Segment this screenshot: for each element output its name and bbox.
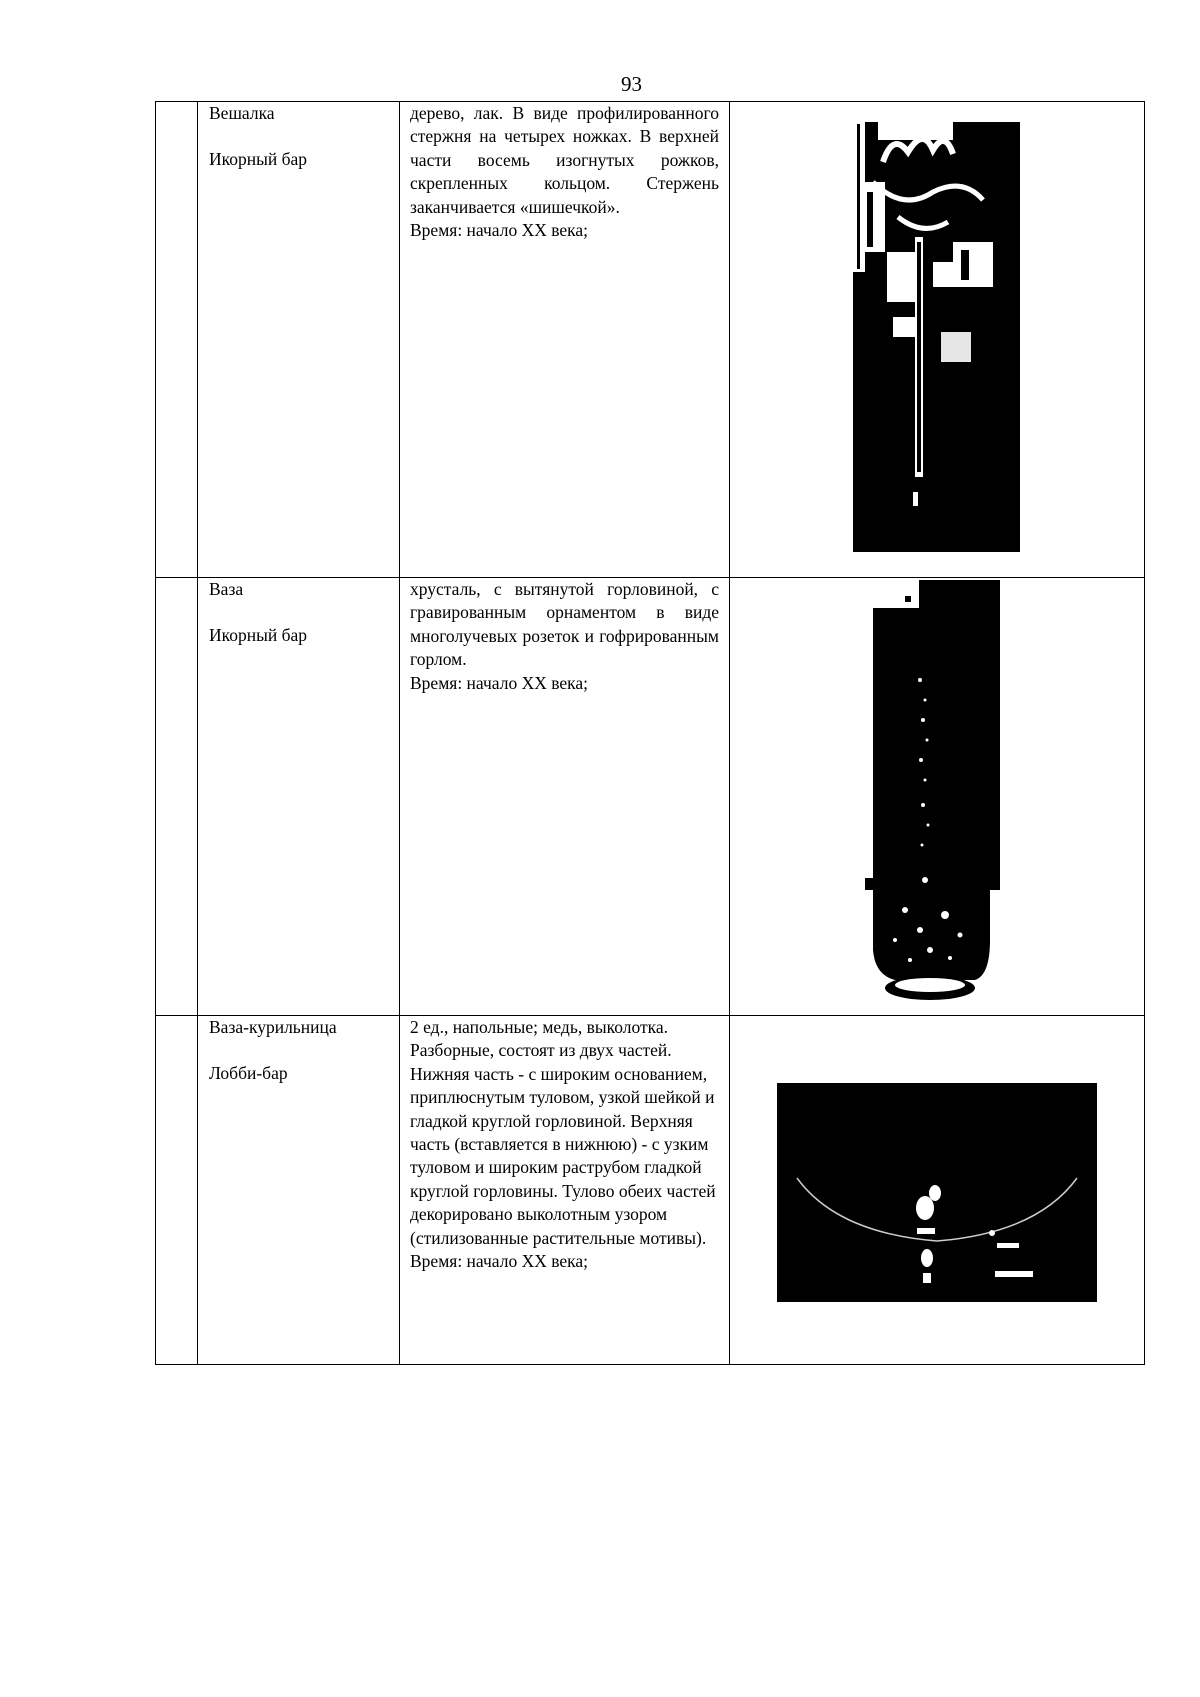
table-row [156,578,1145,1016]
item-location: Икорный бар [209,149,308,170]
item-time: Время: начало XX века; [410,1251,589,1272]
item-name: Ваза-курильница [209,1017,337,1037]
item-description: хрусталь, с вытянутой горловиной, с гравированным орнаментом в виде многолучевых розеток и гофрированным горлом. [410,579,719,670]
image-cell [730,1016,1145,1365]
item-time: Время: начало XX века; [410,672,589,693]
number-cell [156,1016,198,1365]
item-location: Лобби-бар [209,1063,288,1084]
name-cell [198,578,400,1016]
item-description: дерево, лак. В виде профилированного стержня на четырех ножках. В верхней части восемь изогнутых рожков, скрепленных кольцом. Стержень заканчивается «шишечкой». [410,103,719,217]
crystal-vase-photo [865,580,1000,1010]
table-row [156,1016,1145,1365]
table-row [156,102,1145,578]
inventory-table [155,101,1145,1365]
item-time: Время: начало XX века; [410,220,589,241]
item-name: Ваза [209,579,244,599]
censer-vase-photo [777,1083,1097,1302]
description-cell [400,1016,730,1365]
image-cell [730,102,1145,578]
description-cell [400,102,730,578]
item-name: Вешалка [209,103,275,123]
item-description: 2 ед., напольные; медь, выколотка. Разборные, состоят из двух частей. Нижняя часть - с широким основанием, приплюснутым туловом, узкой шейкой и гладкой круглой горловиной. Верхняя часть (вставляется в нижнюю) - с узким туловом и широким раструбом гладкой круглой горловины. Тулово обеих частей декорировано выколотным узором (стилизованные растительные мотивы). [410,1017,716,1248]
coat-rack-photo [853,122,1020,552]
description-cell [400,578,730,1016]
name-cell [198,102,400,578]
number-cell [156,578,198,1016]
image-cell [730,578,1145,1016]
number-cell [156,102,198,578]
name-cell [198,1016,400,1365]
item-location: Икорный бар [209,625,308,646]
page-number: 93 [621,72,642,96]
